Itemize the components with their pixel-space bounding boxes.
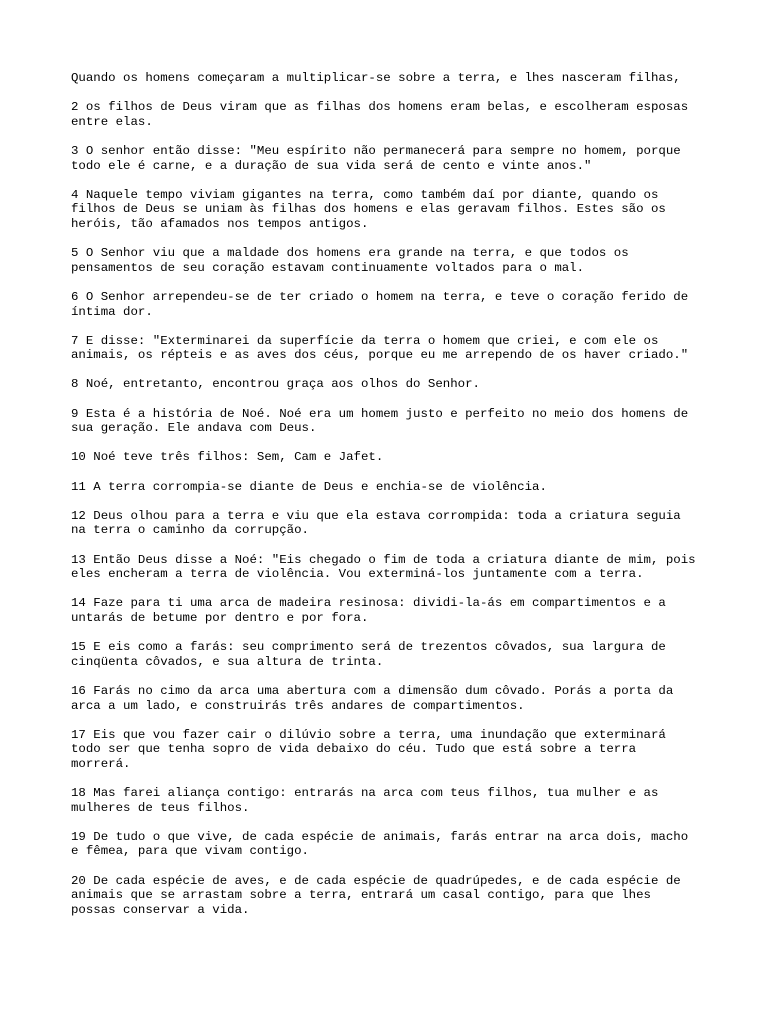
paragraph-verse-17: 17 Eis que vou fazer cair o dilúvio sobre a terra, uma inundação que exterminará todo ser que tenha sopro de vida debaixo do céu. Tudo que está sobre a terra morrerá. <box>71 727 666 771</box>
paragraph-verse-12: 12 Deus olhou para a terra e viu que ela estava corrompida: toda a criatura seguia na terra o caminho da corrupção. <box>71 508 681 538</box>
document-page <box>71 71 701 932</box>
paragraph-verse-7: 7 E disse: "Exterminarei da superfície da terra o homem que criei, e com ele os animais, os répteis e as aves dos céus, porque eu me arrependo de os haver criado." <box>71 333 689 363</box>
paragraph-verse-11: 11 A terra corrompia-se diante de Deus e enchia-se de violência. <box>71 479 547 494</box>
paragraph-intro: Quando os homens começaram a multiplicar-se sobre a terra, e lhes nasceram filhas, <box>71 71 681 85</box>
paragraph-verse-16: 16 Farás no cimo da arca uma abertura com a dimensão dum côvado. Porás a porta da arca a um lado, e construirás três andares de compartimentos. <box>71 683 674 713</box>
paragraph-verse-19: 19 De tudo o que vive, de cada espécie de animais, farás entrar na arca dois, macho e fêmea, para que vivam contigo. <box>71 829 689 859</box>
paragraph-verse-14: 14 Faze para ti uma arca de madeira resinosa: dividi-la-ás em compartimentos e a untarás de betume por dentro e por fora. <box>71 596 666 625</box>
paragraph-verse-2: 2 os filhos de Deus viram que as filhas dos homens eram belas, e escolheram esposas entre elas. <box>71 100 689 129</box>
paragraph-verse-3: 3 O senhor então disse: "Meu espírito não permanecerá para sempre no homem, porque todo ele é carne, e a duração de sua vida será de cento e vinte anos." <box>71 143 681 173</box>
paragraph-verse-13: 13 Então Deus disse a Noé: "Eis chegado o fim de toda a criatura diante de mim, pois eles encheram a terra de violência. Vou exterminá-los juntamente com a terra. <box>71 552 696 582</box>
paragraph-verse-15: 15 E eis como a farás: seu comprimento será de trezentos côvados, sua largura de cinqüenta côvados, e sua altura de trinta. <box>71 640 666 669</box>
paragraph-verse-6: 6 O Senhor arrependeu-se de ter criado o homem na terra, e teve o coração ferido de íntima dor. <box>71 289 689 319</box>
paragraph-verse-8: 8 Noé, entretanto, encontrou graça aos olhos do Senhor. <box>71 377 480 392</box>
paragraph-verse-18: 18 Mas farei aliança contigo: entrarás na arca com teus filhos, tua mulher e as mulheres de teus filhos. <box>71 786 659 815</box>
paragraph-verse-4: 4 Naquele tempo viviam gigantes na terra, como também daí por diante, quando os filhos de Deus se uniam às filhas dos homens e elas geravam filhos. Estes são os heróis, tão afamados nos tempos antigos. <box>71 187 666 231</box>
paragraph-verse-10: 10 Noé teve três filhos: Sem, Cam e Jafet. <box>71 450 384 465</box>
paragraph-verse-5: 5 O Senhor viu que a maldade dos homens era grande na terra, e que todos os pensamentos de seu coração estavam continuamente voltados para o mal. <box>71 246 629 275</box>
paragraph-verse-9: 9 Esta é a história de Noé. Noé era um homem justo e perfeito no meio dos homens de sua geração. Ele andava com Deus. <box>71 406 689 436</box>
paragraph-verse-20: 20 De cada espécie de aves, e de cada espécie de quadrúpedes, e de cada espécie de animais que se arrastam sobre a terra, entrará um casal contigo, para que lhes possas conservar a vida. <box>71 873 681 917</box>
